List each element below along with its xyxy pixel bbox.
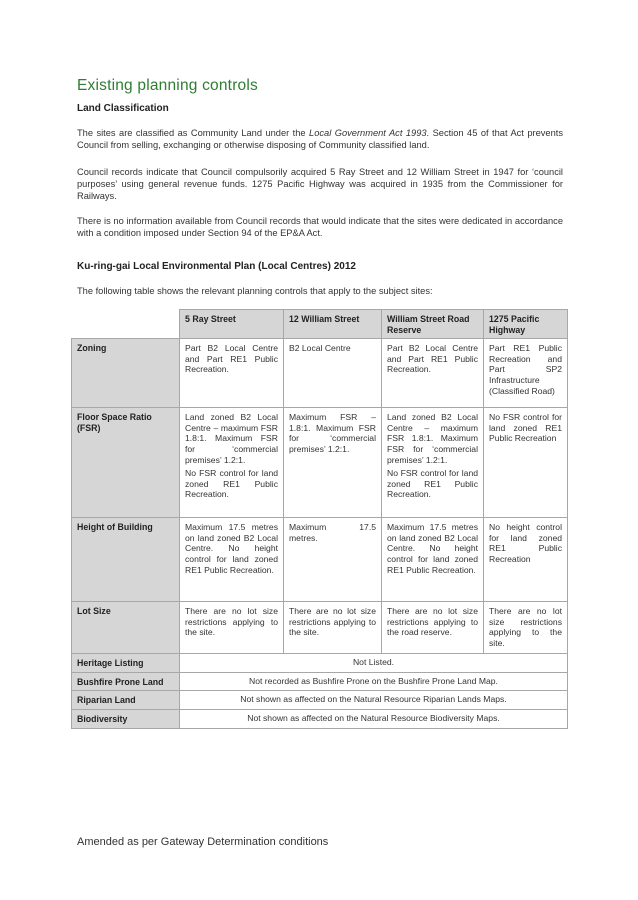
- table-cell: There are no lot size restrictions applying to the site.: [180, 602, 284, 654]
- row-label: Floor Space Ratio (FSR): [72, 408, 180, 518]
- table-row-zoning: [72, 339, 568, 408]
- row-label: Lot Size: [72, 602, 180, 654]
- row-label: Heritage Listing: [72, 654, 180, 673]
- table-cell: Not shown as affected on the Natural Resource Riparian Lands Maps.: [180, 691, 568, 710]
- table-row-fsr: [72, 408, 568, 518]
- col-header-12-william-street: 12 William Street: [284, 310, 382, 339]
- planning-controls-table: [71, 309, 568, 729]
- table-row-lot-size: [72, 602, 568, 654]
- row-label: Biodiversity: [72, 709, 180, 728]
- cell-paragraph: No FSR control for land zoned RE1 Public Recreation.: [387, 468, 478, 500]
- table-cell: [180, 408, 284, 518]
- row-label: Riparian Land: [72, 691, 180, 710]
- table-cell: Part RE1 Public Recreation and Part SP2 Infrastructure (Classified Road): [484, 339, 568, 408]
- table-row-heritage: [72, 654, 568, 673]
- table-row-riparian: [72, 691, 568, 710]
- table-cell: Not shown as affected on the Natural Resource Biodiversity Maps.: [180, 709, 568, 728]
- table-cell: Maximum 17.5 metres on land zoned B2 Local Centre. No height control for land zoned RE1 Public Recreation.: [382, 518, 484, 602]
- table-cell: Maximum FSR – 1.8:1. Maximum FSR for ‘commercial premises’ 1.2:1.: [284, 408, 382, 518]
- cell-paragraph: No FSR control for land zoned RE1 Public Recreation.: [185, 468, 278, 500]
- land-classification-paragraph-1: The sites are classified as Community Land under the Local Government Act 1993. Section 45 of that Act prevents Council from selling, exchanging or otherwise disposing of Community classified land.: [77, 128, 563, 150]
- cell-paragraph: Land zoned B2 Local Centre – maximum FSR 1.8:1. Maximum FSR for ‘commercial premises’ 1.2:1.: [185, 412, 278, 465]
- table-row-height: [72, 518, 568, 602]
- lep-title: Ku-ring-gai Local Environmental Plan (Local Centres) 2012: [77, 261, 356, 272]
- row-label: Zoning: [72, 339, 180, 408]
- table-cell: Part B2 Local Centre and Part RE1 Public Recreation.: [180, 339, 284, 408]
- table-header-row: [72, 310, 568, 339]
- table-cell: Not Listed.: [180, 654, 568, 673]
- cell-paragraph: Land zoned B2 Local Centre – maximum FSR 1.8:1. Maximum FSR for ‘commercial premises’ 1.2:1.: [387, 412, 478, 465]
- col-header-5-ray-street: 5 Ray Street: [180, 310, 284, 339]
- table-cell: Maximum 17.5 metres on land zoned B2 Local Centre. No height control for land zoned RE1 Public Recreation.: [180, 518, 284, 602]
- land-classification-paragraph-3: There is no information available from Council records that would indicate that the sites were dedicated in accordance with a condition imposed under Section 94 of the EP&A Act.: [77, 216, 563, 238]
- act-name: Local Government Act 1993: [309, 128, 427, 138]
- table-cell: Part B2 Local Centre and Part RE1 Public Recreation.: [382, 339, 484, 408]
- table-cell: There are no lot size restrictions applying to the road reserve.: [382, 602, 484, 654]
- table-cell: [382, 408, 484, 518]
- land-classification-paragraph-2: Council records indicate that Council compulsorily acquired 5 Ray Street and 12 William Street in 1947 for ‘council purposes’ using general revenue funds. 1275 Pacific Highway was acquired in 1935 from the Commissioner for Railways.: [77, 167, 563, 201]
- table-cell: No height control for land zoned RE1 Public Recreation: [484, 518, 568, 602]
- table-row-bushfire: [72, 672, 568, 691]
- table-row-biodiversity: [72, 709, 568, 728]
- col-header-william-street-road-reserve: William Street Road Reserve: [382, 310, 484, 339]
- table-cell: No FSR control for land zoned RE1 Public Recreation: [484, 408, 568, 518]
- row-label: Bushfire Prone Land: [72, 672, 180, 691]
- table-cell: B2 Local Centre: [284, 339, 382, 408]
- col-header-1275-pacific-highway: 1275 Pacific Highway: [484, 310, 568, 339]
- table-corner: [72, 310, 180, 339]
- row-label: Height of Building: [72, 518, 180, 602]
- table-cell: Not recorded as Bushfire Prone on the Bushfire Prone Land Map.: [180, 672, 568, 691]
- footer-note: Amended as per Gateway Determination conditions: [77, 836, 329, 848]
- table-cell: There are no lot size restrictions applying to the site.: [284, 602, 382, 654]
- lep-intro: The following table shows the relevant planning controls that apply to the subject sites:: [77, 286, 433, 296]
- table-cell: Maximum 17.5 metres.: [284, 518, 382, 602]
- land-classification-title: Land Classification: [77, 103, 169, 114]
- table-cell: There are no lot size restrictions applying to the site.: [484, 602, 568, 654]
- page-heading: Existing planning controls: [77, 77, 258, 94]
